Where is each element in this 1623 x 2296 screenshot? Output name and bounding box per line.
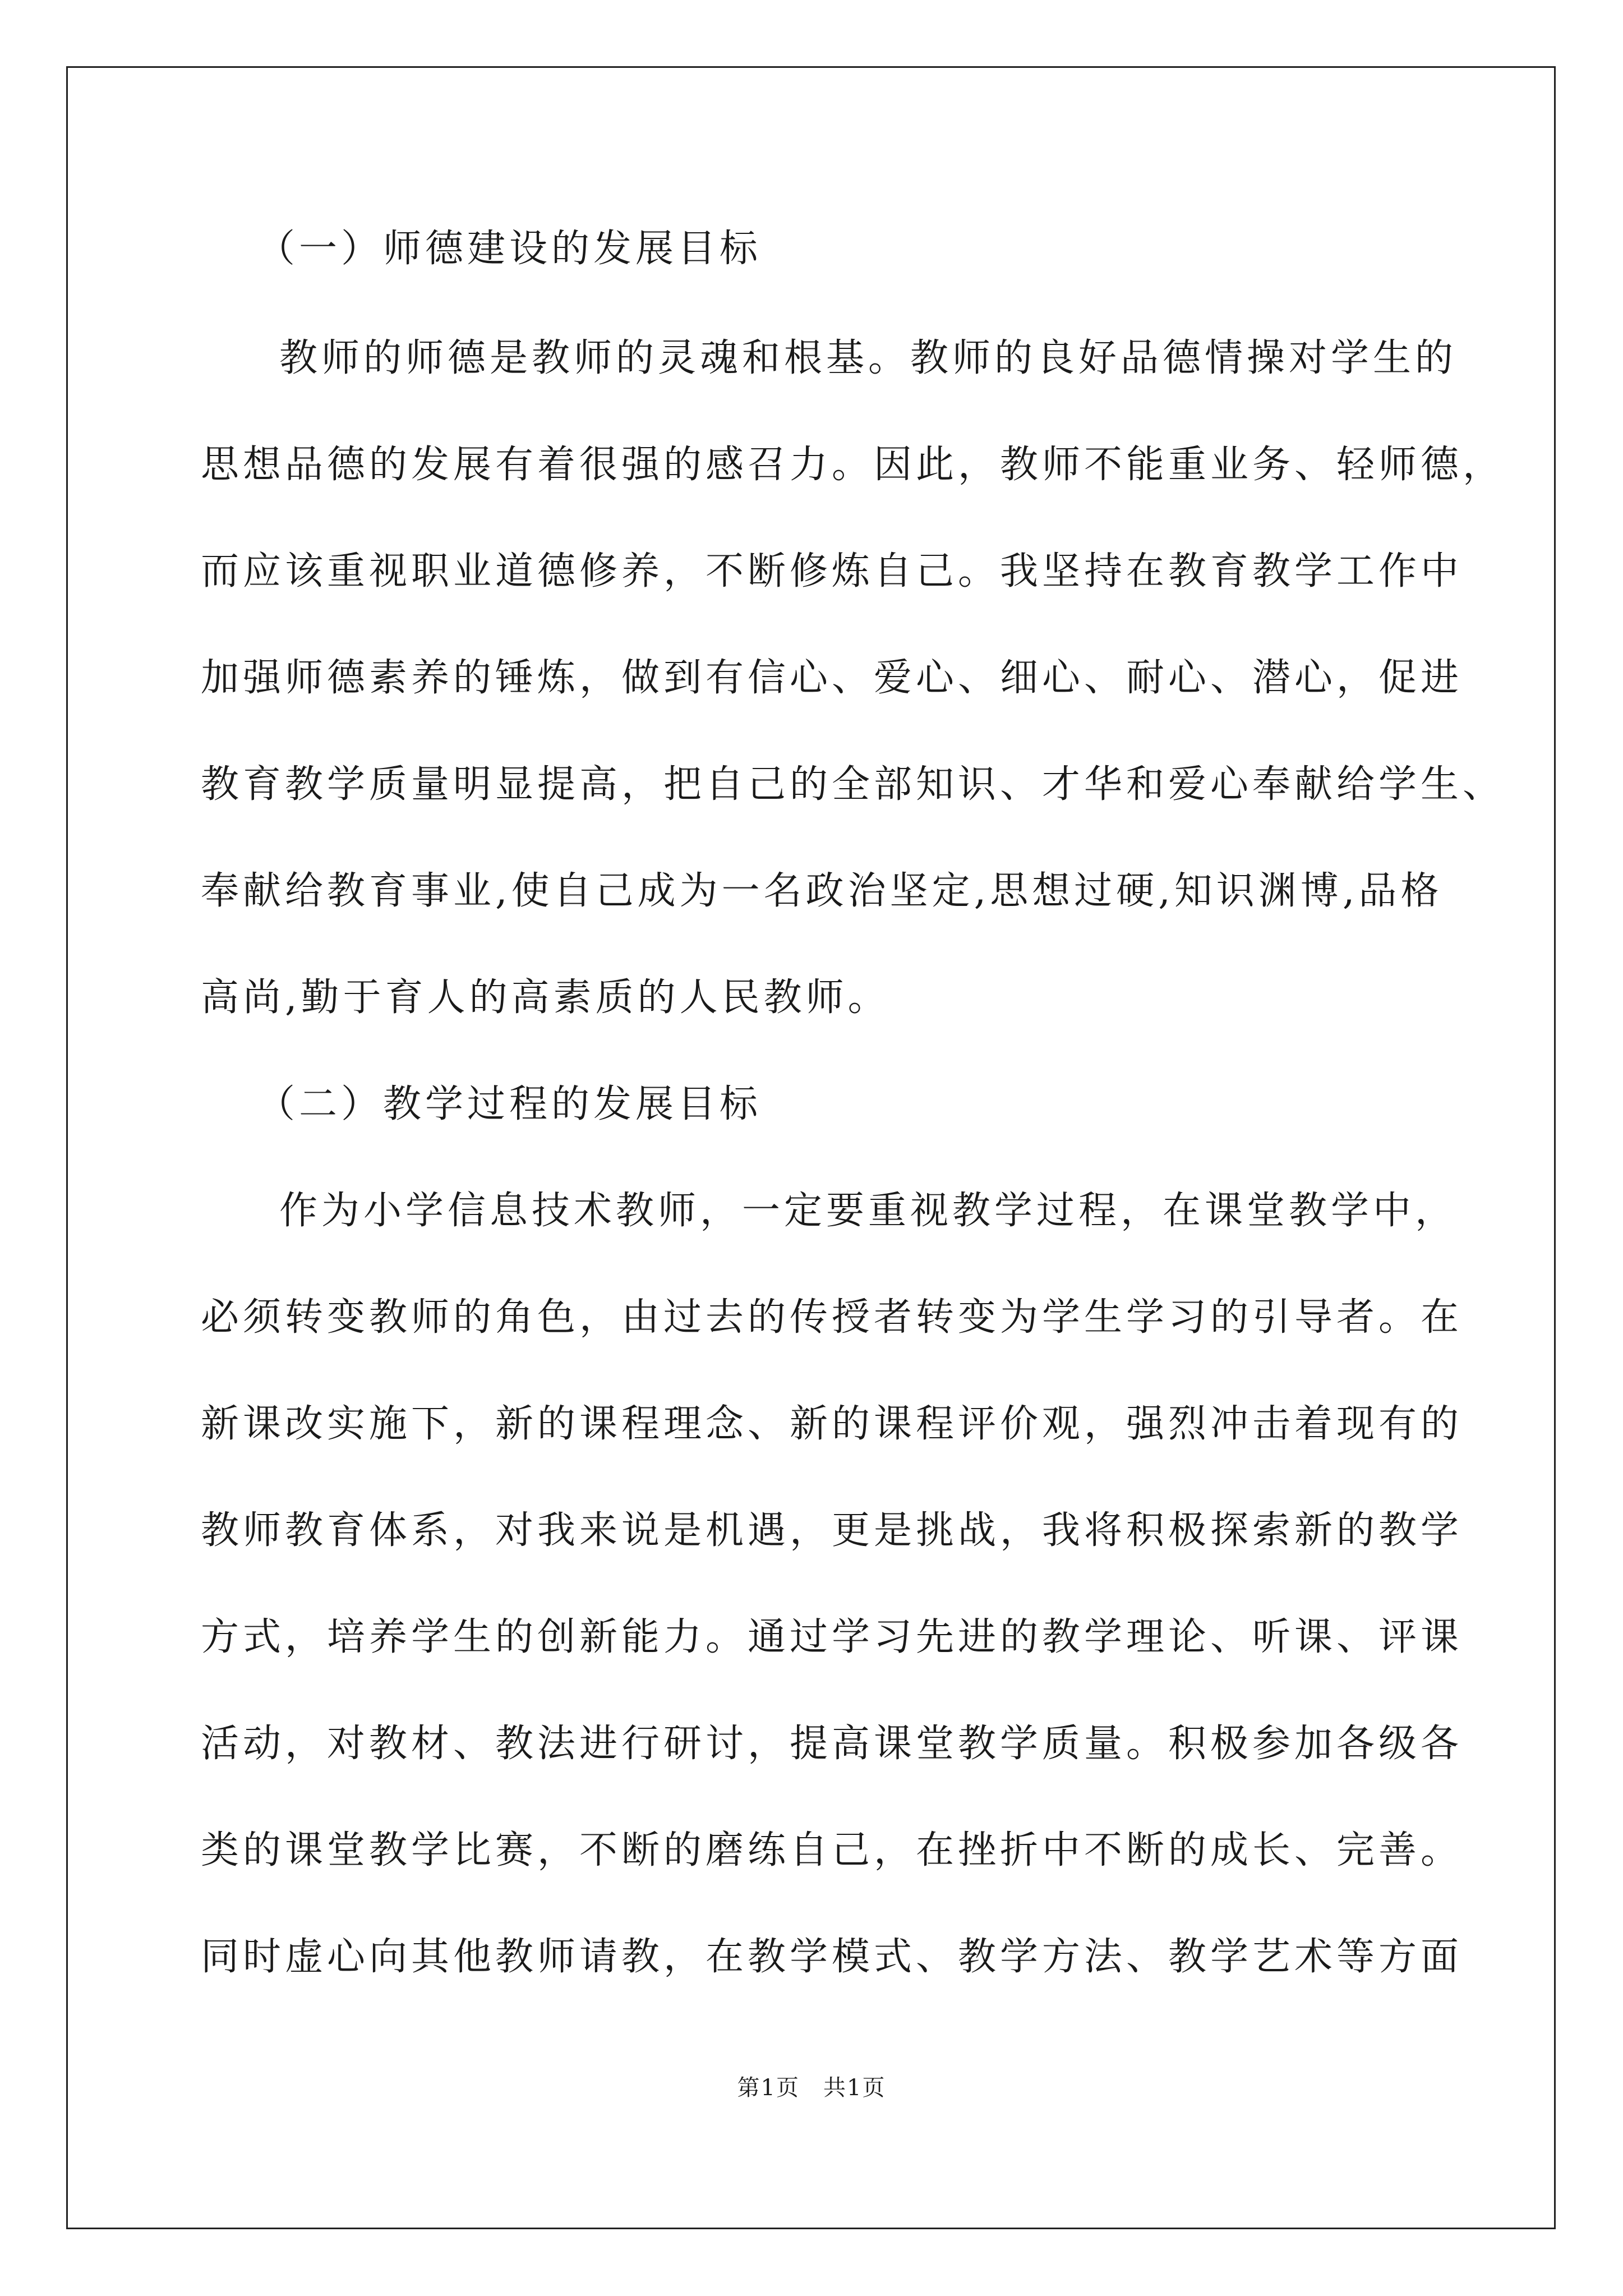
section-heading: （一）师德建设的发展目标 [257,227,762,271]
paragraph-line: 必须转变教师的角色，由过去的传授者转变为学生学习的引导者。在 [201,1295,1463,1340]
page-border [66,66,1556,2229]
paragraph-line: 活动，对教材、教法进行研讨，提高课堂教学质量。积极参加各级各 [201,1722,1463,1766]
paragraph-line: 作为小学信息技术教师，一定要重视教学过程，在课堂教学中， [279,1189,1458,1233]
paragraph-line: 奉献给教育事业,使自己成为一名政治坚定,思想过硬,知识渊博,品格 [201,869,1443,913]
page-number: 第1页 共1页 [737,2075,886,2101]
paragraph-line: 而应该重视职业道德修养，不断修炼自己。我坚持在教育教学工作中 [201,549,1463,593]
paragraph-line: 同时虚心向其他教师请教，在教学模式、教学方法、教学艺术等方面 [201,1935,1463,1979]
paragraph-line: 新课改实施下，新的课程理念、新的课程评价观，强烈冲击着现有的 [201,1402,1463,1446]
paragraph-line: 高尚,勤于育人的高素质的人民教师。 [201,976,890,1020]
paragraph-line: 教育教学质量明显提高，把自己的全部知识、才华和爱心奉献给学生、 [201,762,1505,807]
section-heading: （二）教学过程的发展目标 [257,1082,762,1126]
paragraph-line: 类的课堂教学比赛，不断的磨练自己，在挫折中不断的成长、完善。 [201,1828,1463,1872]
paragraph-line: 教师的师德是教师的灵魂和根基。教师的良好品德情操对学生的 [279,336,1458,380]
paragraph-line: 方式，培养学生的创新能力。通过学习先进的教学理论、听课、评课 [201,1615,1463,1659]
paragraph-line: 思想品德的发展有着很强的感召力。因此，教师不能重业务、轻师德， [201,443,1505,487]
paragraph-line: 加强师德素养的锤炼，做到有信心、爱心、细心、耐心、潜心，促进 [201,656,1463,700]
paragraph-line: 教师教育体系，对我来说是机遇，更是挑战，我将积极探索新的教学 [201,1508,1463,1553]
